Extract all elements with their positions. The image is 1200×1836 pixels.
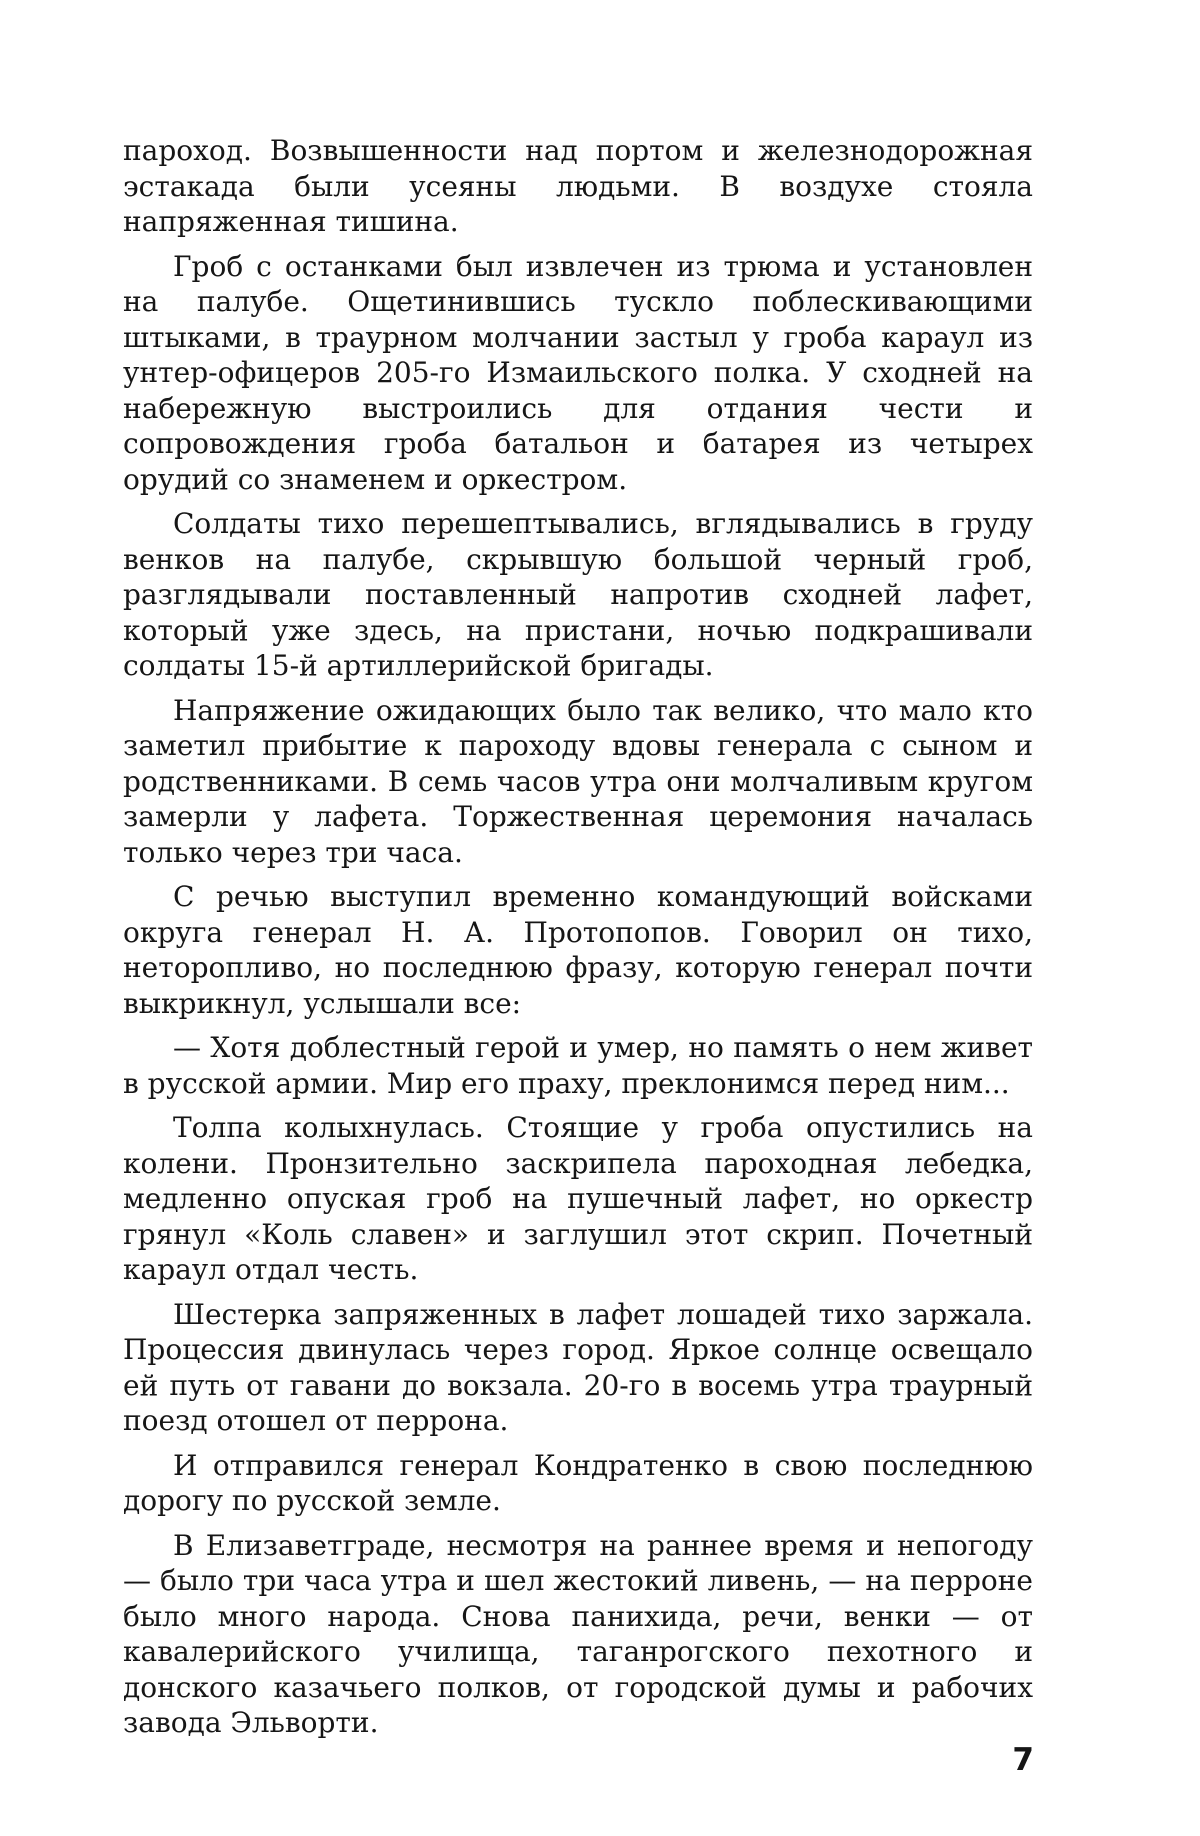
page-number: 7 (1012, 1742, 1034, 1778)
book-page (0, 0, 1200, 1836)
paragraph-8: Шестерка запряженных в лафет лошадей тихо заржала. Процессия двинулась через город. Яркое солнце освещало ей путь от гавани до вокзала. 20-го в восемь утра траурный поезд отошел от перрона. (123, 1297, 1033, 1439)
paragraph-1: пароход. Возвышенности над портом и железнодорожная эстакада были усеяны людьми. В воздухе стояла напряженная тишина. (123, 133, 1033, 240)
paragraph-3: Солдаты тихо перешептывались, вглядывались в груду венков на палубе, скрывшую большой черный гроб, разглядывали поставленный напротив сходней лафет, который уже здесь, на пристани, ночью подкрашивали солдаты 15-й артиллерийской бригады. (123, 506, 1033, 684)
paragraph-10: В Елизаветграде, несмотря на раннее время и непогоду — было три часа утра и шел жестокий ливень, — на перроне было много народа. Снова панихида, речи, венки — от кавалерийского училища, таганрогского пехотного и донского казачьего полков, от городской думы и рабочих завода Эльворти. (123, 1528, 1033, 1741)
body-text (123, 133, 1033, 1741)
paragraph-9: И отправился генерал Кондратенко в свою последнюю дорогу по русской земле. (123, 1448, 1033, 1519)
paragraph-2: Гроб с останками был извлечен из трюма и установлен на палубе. Ощетинившись тускло поблескивающими штыками, в траурном молчании застыл у гроба караул из унтер-офицеров 205-го Измаильского полка. У сходней на набережную выстроились для отдания чести и сопровождения гроба батальон и батарея из четырех орудий со знаменем и оркестром. (123, 249, 1033, 498)
paragraph-5: С речью выступил временно командующий войсками округа генерал Н. А. Протопопов. Говорил он тихо, неторопливо, но последнюю фразу, которую генерал почти выкрикнул, услышали все: (123, 879, 1033, 1021)
paragraph-7: Толпа колыхнулась. Стоящие у гроба опустились на колени. Пронзительно заскрипела пароходная лебедка, медленно опуская гроб на пушечный лафет, но оркестр грянул «Коль славен» и заглушил этот скрип. Почетный караул отдал честь. (123, 1110, 1033, 1288)
paragraph-4: Напряжение ожидающих было так велико, что мало кто заметил прибытие к пароходу вдовы генерала с сыном и родственниками. В семь часов утра они молчаливым кругом замерли у лафета. Торжественная церемония началась только через три часа. (123, 693, 1033, 871)
paragraph-6-quote: — Хотя доблестный герой и умер, но память о нем живет в русской армии. Мир его праху, преклонимся перед ним... (123, 1030, 1033, 1101)
